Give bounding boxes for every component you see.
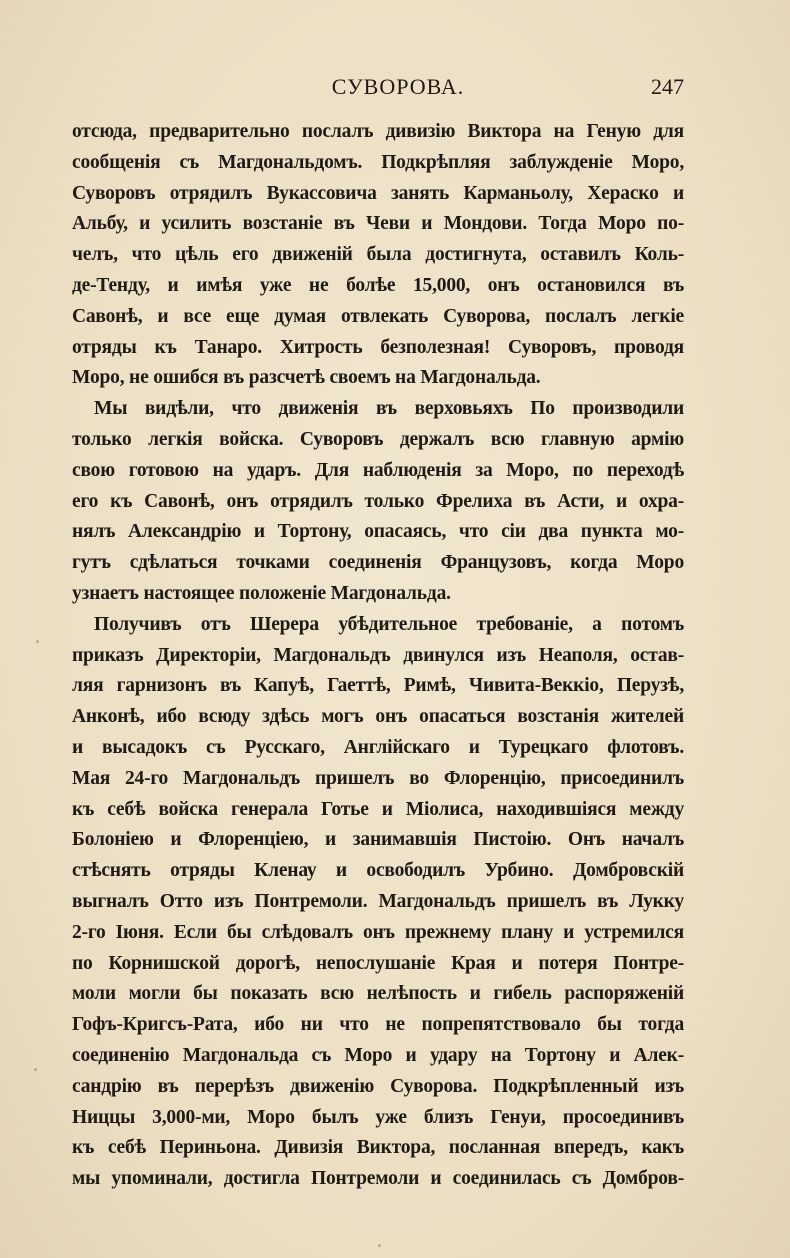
text-line: челъ, что цѣль его движеній была достигнута, оставилъ Коль-	[72, 244, 684, 266]
text-line: по Корнишской дорогѣ, непослушаніе Края и потеря Понтре-	[72, 952, 684, 974]
paper-speck	[36, 640, 39, 643]
text-line: Гофъ-Кригсъ-Рата, ибо ни что не попрепятствовало бы тогда	[72, 1014, 684, 1036]
text-line: Суворовъ отрядилъ Вукассовича занять Карманьолу, Хераско и	[72, 182, 684, 204]
text-line: Моро, не ошибся въ разсчетѣ своемъ на Магдональда.	[72, 367, 541, 389]
text-line: только легкія войска. Суворовъ держалъ всю главную армію	[72, 428, 684, 450]
text-line: нялъ Александрію и Тортону, опасаясь, что сіи два пункта мо-	[72, 521, 684, 543]
text-line: стѣснять отряды Кленау и освободилъ Урбино. Домбровскій	[72, 860, 684, 882]
text-line: Ниццы 3,000-ми, Моро былъ уже близъ Генуи, просоединивъ	[72, 1106, 684, 1128]
paragraph-start-line: Получивъ отъ Шерера убѣдительное требованіе, а потомъ	[94, 613, 684, 635]
paper-speck	[34, 1068, 37, 1071]
text-line: Анконѣ, ибо всюду здѣсь могъ онъ опасаться возстанія жителей	[72, 706, 684, 728]
paper-speck	[378, 1244, 381, 1247]
text-line: ляя гарнизонъ въ Капуѣ, Гаеттѣ, Римѣ, Чивита-Веккіо, Перузѣ,	[72, 675, 684, 697]
text-line: де-Тенду, и имѣя уже не болѣе 15,000, онъ остановился въ	[72, 274, 684, 296]
text-line: отсюда, предварительно послалъ дивизію Виктора на Геную для	[72, 121, 684, 142]
text-line: Альбу, и усилить возстаніе въ Чеви и Мондови. Тогда Моро по-	[72, 213, 684, 235]
text-line: гутъ сдѣлаться точками соединенія Французовъ, когда Моро	[72, 552, 684, 574]
text-line: соединенію Магдональда съ Моро и удару на Тортону и Алек-	[72, 1044, 684, 1066]
text-line: приказъ Директоріи, Магдональдъ двинулся изъ Неаполя, остав-	[72, 644, 684, 666]
text-line: узнаетъ настоящее положеніе Магдональда.	[72, 582, 451, 604]
text-line: его къ Савонѣ, онъ отрядилъ только Фрелиха въ Асти, и охра-	[72, 490, 684, 512]
text-line: отряды къ Танаро. Хитрость безполезная! Суворовъ, проводя	[72, 336, 684, 358]
text-line: сандрію въ перерѣзъ движенію Суворова. Подкрѣпленный изъ	[72, 1075, 684, 1097]
text-line: и высадокъ съ Русскаго, Англійскаго и Турецкаго флотовъ.	[72, 736, 684, 758]
text-line: моли могли бы показать всю нелѣпость и гибель распоряженій	[72, 983, 684, 1005]
page-number: 247	[651, 74, 684, 99]
text-line: выгналъ Отто изъ Понтремоли. Магдональдъ пришелъ въ Лукку	[72, 890, 684, 912]
text-line: мы упоминали, достигла Понтремоли и соединилась съ Домбров-	[72, 1168, 684, 1190]
text-line: Болоніею и Флоренціею, и занимавшія Пистоію. Онъ началъ	[72, 829, 684, 851]
body-text	[72, 117, 684, 1195]
text-line: свою готовою на ударъ. Для наблюденія за Моро, по переходѣ	[72, 459, 684, 481]
text-line: Савонѣ, и все еще думая отвлекать Суворова, послалъ легкіе	[72, 305, 684, 327]
text-line: сообщенія съ Магдональдомъ. Подкрѣпляя заблужденіе Моро,	[72, 151, 684, 173]
page-header	[72, 72, 684, 102]
paragraph-start-line: Мы видѣли, что движенія въ верховьяхъ По производили	[94, 398, 684, 420]
text-line: 2-го Іюня. Если бы слѣдовалъ онъ прежнему плану и устремился	[72, 921, 684, 943]
text-line: Мая 24-го Магдональдъ пришелъ во Флоренцію, присоединилъ	[72, 767, 684, 789]
text-line: къ себѣ Периньона. Дивизія Виктора, посланная впередъ, какъ	[72, 1137, 684, 1159]
running-title: СУВОРОВА.	[331, 74, 465, 99]
text-line: къ себѣ войска генерала Готье и Міолиса, находившіяся между	[72, 798, 684, 820]
